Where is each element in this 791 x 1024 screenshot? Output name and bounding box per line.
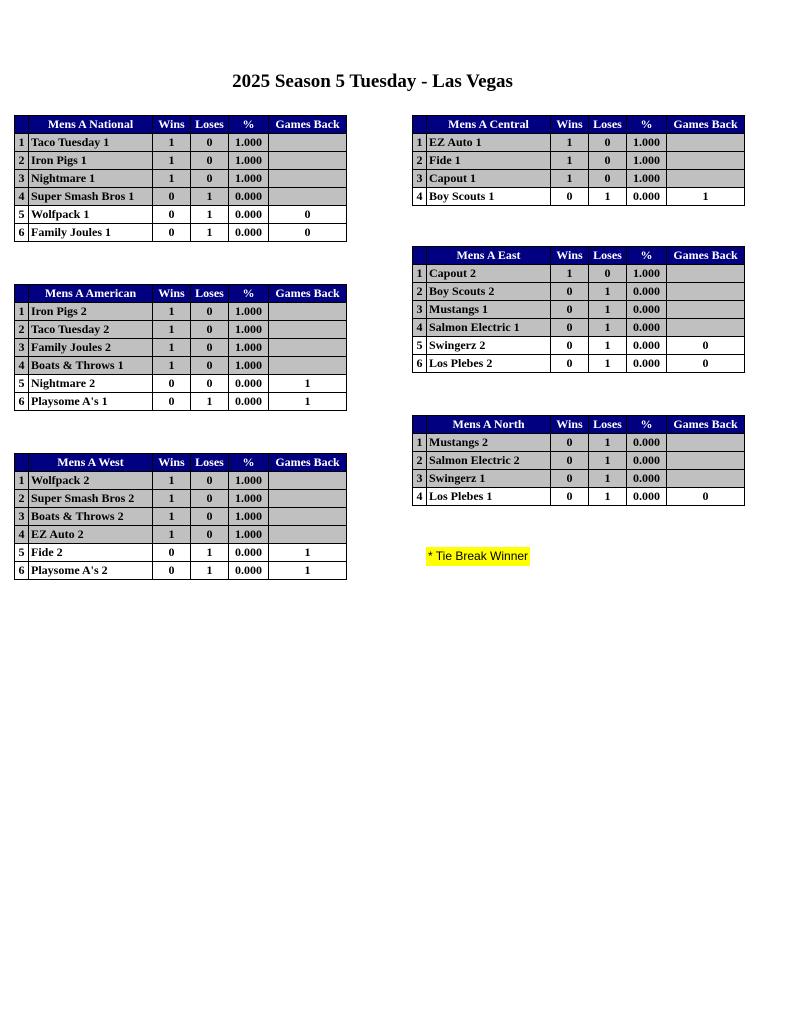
team-name-cell: EZ Auto 2 [29, 526, 153, 544]
wins-cell: 1 [153, 490, 191, 508]
games-back-cell [269, 357, 347, 375]
games-back-cell: 1 [269, 562, 347, 580]
loses-cell: 1 [589, 337, 627, 355]
team-name-cell: Wolfpack 2 [29, 472, 153, 490]
rank-cell: 2 [413, 283, 427, 301]
team-name-cell: Boats & Throws 1 [29, 357, 153, 375]
loses-cell: 1 [589, 355, 627, 373]
table-row [15, 375, 347, 393]
rank-cell: 6 [15, 393, 29, 411]
loses-cell: 0 [589, 134, 627, 152]
table-row [15, 152, 347, 170]
team-name-cell: Iron Pigs 2 [29, 303, 153, 321]
pct-cell: 1.000 [229, 508, 269, 526]
games-back-cell [269, 472, 347, 490]
loses-header: Loses [589, 247, 627, 265]
wins-header: Wins [551, 116, 589, 134]
pct-cell: 1.000 [229, 152, 269, 170]
games-back-cell [269, 526, 347, 544]
pct-cell: 0.000 [627, 319, 667, 337]
table-header-row [413, 116, 745, 134]
rank-cell: 3 [15, 339, 29, 357]
rank-cell: 2 [413, 452, 427, 470]
team-name-cell: Family Joules 2 [29, 339, 153, 357]
table-header-row [413, 247, 745, 265]
team-name-cell: Fide 2 [29, 544, 153, 562]
loses-cell: 1 [589, 301, 627, 319]
loses-header: Loses [191, 285, 229, 303]
division-name: Mens A American [29, 285, 153, 303]
rank-cell: 2 [15, 321, 29, 339]
games-back-cell [269, 339, 347, 357]
rank-header [15, 285, 29, 303]
team-name-cell: Taco Tuesday 1 [29, 134, 153, 152]
table-row [413, 470, 745, 488]
games-back-cell [269, 170, 347, 188]
table-row [15, 393, 347, 411]
pct-cell: 0.000 [229, 393, 269, 411]
games-back-cell [667, 283, 745, 301]
pct-cell: 1.000 [229, 134, 269, 152]
standings-table-mens-a-west [14, 453, 347, 580]
pct-cell: 0.000 [627, 337, 667, 355]
rank-cell: 1 [15, 303, 29, 321]
wins-cell: 1 [153, 472, 191, 490]
team-name-cell: Boy Scouts 2 [427, 283, 551, 301]
games-back-cell: 1 [667, 188, 745, 206]
standings-table-mens-a-east [412, 246, 745, 373]
games-back-cell: 0 [667, 488, 745, 506]
pct-cell: 1.000 [627, 170, 667, 188]
games-back-cell [667, 170, 745, 188]
rank-header [15, 454, 29, 472]
table-row [413, 355, 745, 373]
wins-cell: 1 [153, 526, 191, 544]
pct-cell: 0.000 [229, 375, 269, 393]
pct-cell: 1.000 [229, 339, 269, 357]
rank-cell: 3 [413, 301, 427, 319]
pct-cell: 0.000 [627, 470, 667, 488]
games-back-cell [667, 152, 745, 170]
table-header-row [15, 285, 347, 303]
table-row [413, 152, 745, 170]
table-header-row [15, 454, 347, 472]
wins-cell: 0 [551, 337, 589, 355]
pct-cell: 1.000 [627, 265, 667, 283]
games-back-cell [269, 134, 347, 152]
standings-table-mens-a-central [412, 115, 745, 206]
wins-cell: 1 [153, 357, 191, 375]
pct-cell: 0.000 [627, 434, 667, 452]
table-row [15, 544, 347, 562]
games-back-header: Games Back [269, 454, 347, 472]
pct-cell: 1.000 [229, 321, 269, 339]
loses-cell: 1 [589, 283, 627, 301]
wins-cell: 0 [551, 434, 589, 452]
rank-cell: 2 [413, 152, 427, 170]
pct-cell: 1.000 [229, 357, 269, 375]
loses-cell: 1 [589, 434, 627, 452]
pct-cell: 1.000 [229, 303, 269, 321]
loses-cell: 1 [589, 188, 627, 206]
loses-cell: 0 [589, 152, 627, 170]
loses-cell: 0 [191, 508, 229, 526]
table-row [15, 188, 347, 206]
table-row [413, 134, 745, 152]
loses-cell: 0 [191, 170, 229, 188]
wins-header: Wins [153, 285, 191, 303]
pct-cell: 1.000 [229, 472, 269, 490]
wins-cell: 1 [551, 265, 589, 283]
team-name-cell: Family Joules 1 [29, 224, 153, 242]
pct-header: % [229, 454, 269, 472]
wins-header: Wins [153, 116, 191, 134]
team-name-cell: Super Smash Bros 1 [29, 188, 153, 206]
rank-cell: 5 [15, 206, 29, 224]
table-row [413, 337, 745, 355]
table-header-row [15, 116, 347, 134]
loses-cell: 0 [589, 265, 627, 283]
team-name-cell: Salmon Electric 2 [427, 452, 551, 470]
rank-cell: 4 [15, 188, 29, 206]
games-back-cell: 1 [269, 375, 347, 393]
rank-header [15, 116, 29, 134]
games-back-cell [269, 152, 347, 170]
rank-cell: 1 [413, 134, 427, 152]
rank-cell: 1 [413, 265, 427, 283]
wins-cell: 0 [153, 224, 191, 242]
wins-cell: 0 [551, 283, 589, 301]
games-back-header: Games Back [667, 416, 745, 434]
table-row [15, 303, 347, 321]
division-name: Mens A National [29, 116, 153, 134]
wins-cell: 1 [153, 303, 191, 321]
table-row [15, 339, 347, 357]
team-name-cell: Iron Pigs 1 [29, 152, 153, 170]
table-row [413, 188, 745, 206]
page-title: 2025 Season 5 Tuesday - Las Vegas [232, 71, 513, 92]
loses-cell: 0 [191, 134, 229, 152]
games-back-cell [667, 470, 745, 488]
team-name-cell: Swingerz 1 [427, 470, 551, 488]
pct-cell: 1.000 [627, 134, 667, 152]
loses-cell: 1 [589, 319, 627, 337]
games-back-cell: 0 [667, 355, 745, 373]
rank-cell: 3 [15, 170, 29, 188]
games-back-cell: 0 [667, 337, 745, 355]
standings-table-mens-a-national [14, 115, 347, 242]
team-name-cell: Mustangs 1 [427, 301, 551, 319]
wins-cell: 1 [153, 170, 191, 188]
table-header-row [413, 416, 745, 434]
wins-cell: 0 [153, 206, 191, 224]
loses-cell: 0 [191, 526, 229, 544]
team-name-cell: Capout 1 [427, 170, 551, 188]
games-back-cell [667, 301, 745, 319]
team-name-cell: Super Smash Bros 2 [29, 490, 153, 508]
games-back-cell [667, 265, 745, 283]
loses-cell: 1 [589, 488, 627, 506]
rank-cell: 3 [15, 508, 29, 526]
wins-cell: 0 [153, 375, 191, 393]
table-row [15, 170, 347, 188]
games-back-header: Games Back [269, 116, 347, 134]
pct-cell: 1.000 [229, 490, 269, 508]
team-name-cell: Mustangs 2 [427, 434, 551, 452]
table-row [15, 526, 347, 544]
pct-header: % [229, 285, 269, 303]
rank-header [413, 416, 427, 434]
rank-header [413, 116, 427, 134]
rank-cell: 6 [15, 224, 29, 242]
games-back-cell [667, 452, 745, 470]
wins-cell: 1 [551, 134, 589, 152]
team-name-cell: Playsome A's 2 [29, 562, 153, 580]
pct-header: % [627, 416, 667, 434]
loses-header: Loses [589, 416, 627, 434]
loses-cell: 0 [191, 321, 229, 339]
wins-cell: 0 [551, 319, 589, 337]
rank-cell: 2 [15, 490, 29, 508]
wins-cell: 1 [153, 321, 191, 339]
rank-cell: 6 [15, 562, 29, 580]
wins-cell: 0 [153, 393, 191, 411]
loses-cell: 0 [191, 152, 229, 170]
table-row [15, 490, 347, 508]
standings-table-mens-a-north [412, 415, 745, 506]
table-row [413, 170, 745, 188]
games-back-cell [269, 508, 347, 526]
team-name-cell: Capout 2 [427, 265, 551, 283]
wins-cell: 0 [551, 355, 589, 373]
wins-cell: 0 [153, 562, 191, 580]
division-name: Mens A North [427, 416, 551, 434]
wins-cell: 0 [153, 188, 191, 206]
pct-cell: 0.000 [627, 488, 667, 506]
loses-cell: 1 [191, 206, 229, 224]
games-back-cell: 0 [269, 224, 347, 242]
table-row [15, 562, 347, 580]
games-back-cell: 0 [269, 206, 347, 224]
pct-cell: 1.000 [229, 170, 269, 188]
loses-cell: 1 [589, 452, 627, 470]
loses-header: Loses [589, 116, 627, 134]
rank-cell: 1 [413, 434, 427, 452]
table-row [15, 321, 347, 339]
loses-cell: 0 [191, 472, 229, 490]
loses-header: Loses [191, 116, 229, 134]
rank-cell: 3 [413, 470, 427, 488]
games-back-cell [269, 188, 347, 206]
wins-cell: 1 [153, 134, 191, 152]
wins-cell: 1 [153, 152, 191, 170]
team-name-cell: Salmon Electric 1 [427, 319, 551, 337]
loses-cell: 1 [191, 224, 229, 242]
rank-cell: 5 [15, 375, 29, 393]
pct-header: % [627, 116, 667, 134]
games-back-header: Games Back [667, 116, 745, 134]
pct-cell: 0.000 [627, 355, 667, 373]
rank-cell: 4 [15, 526, 29, 544]
table-row [15, 206, 347, 224]
games-back-cell: 1 [269, 393, 347, 411]
pct-header: % [627, 247, 667, 265]
games-back-header: Games Back [269, 285, 347, 303]
wins-cell: 0 [153, 544, 191, 562]
loses-cell: 1 [191, 393, 229, 411]
table-row [413, 283, 745, 301]
loses-cell: 1 [191, 544, 229, 562]
table-row [15, 224, 347, 242]
standings-table-mens-a-american [14, 284, 347, 411]
pct-cell: 1.000 [229, 526, 269, 544]
pct-cell: 0.000 [627, 188, 667, 206]
wins-cell: 0 [551, 188, 589, 206]
pct-cell: 0.000 [229, 224, 269, 242]
rank-cell: 5 [413, 337, 427, 355]
table-row [15, 357, 347, 375]
pct-cell: 0.000 [229, 188, 269, 206]
games-back-cell [667, 434, 745, 452]
table-row [413, 301, 745, 319]
games-back-header: Games Back [667, 247, 745, 265]
rank-cell: 2 [15, 152, 29, 170]
games-back-cell: 1 [269, 544, 347, 562]
table-row [15, 472, 347, 490]
wins-header: Wins [551, 416, 589, 434]
games-back-cell [269, 303, 347, 321]
games-back-cell [667, 319, 745, 337]
pct-cell: 1.000 [627, 152, 667, 170]
team-name-cell: Boats & Throws 2 [29, 508, 153, 526]
team-name-cell: Boy Scouts 1 [427, 188, 551, 206]
games-back-cell [269, 490, 347, 508]
loses-cell: 0 [191, 490, 229, 508]
games-back-cell [667, 134, 745, 152]
rank-cell: 1 [15, 134, 29, 152]
loses-cell: 0 [191, 339, 229, 357]
loses-cell: 0 [191, 357, 229, 375]
wins-cell: 1 [153, 508, 191, 526]
wins-cell: 0 [551, 470, 589, 488]
loses-cell: 1 [191, 188, 229, 206]
division-name: Mens A Central [427, 116, 551, 134]
team-name-cell: Los Plebes 1 [427, 488, 551, 506]
team-name-cell: Nightmare 1 [29, 170, 153, 188]
rank-header [413, 247, 427, 265]
pct-cell: 0.000 [627, 301, 667, 319]
table-row [413, 452, 745, 470]
pct-cell: 0.000 [229, 544, 269, 562]
tie-break-note: * Tie Break Winner [426, 547, 530, 566]
team-name-cell: Taco Tuesday 2 [29, 321, 153, 339]
loses-cell: 0 [589, 170, 627, 188]
team-name-cell: Fide 1 [427, 152, 551, 170]
rank-cell: 4 [15, 357, 29, 375]
wins-cell: 1 [551, 152, 589, 170]
wins-cell: 1 [153, 339, 191, 357]
wins-cell: 0 [551, 301, 589, 319]
wins-cell: 0 [551, 452, 589, 470]
team-name-cell: EZ Auto 1 [427, 134, 551, 152]
rank-cell: 5 [15, 544, 29, 562]
rank-cell: 4 [413, 188, 427, 206]
loses-cell: 0 [191, 303, 229, 321]
team-name-cell: Wolfpack 1 [29, 206, 153, 224]
pct-cell: 0.000 [229, 206, 269, 224]
division-name: Mens A West [29, 454, 153, 472]
team-name-cell: Los Plebes 2 [427, 355, 551, 373]
loses-header: Loses [191, 454, 229, 472]
pct-cell: 0.000 [627, 452, 667, 470]
rank-cell: 4 [413, 488, 427, 506]
pct-cell: 0.000 [627, 283, 667, 301]
pct-header: % [229, 116, 269, 134]
team-name-cell: Nightmare 2 [29, 375, 153, 393]
table-row [413, 265, 745, 283]
division-name: Mens A East [427, 247, 551, 265]
table-row [413, 488, 745, 506]
wins-header: Wins [551, 247, 589, 265]
games-back-cell [269, 321, 347, 339]
wins-cell: 0 [551, 488, 589, 506]
table-row [15, 134, 347, 152]
team-name-cell: Playsome A's 1 [29, 393, 153, 411]
rank-cell: 1 [15, 472, 29, 490]
pct-cell: 0.000 [229, 562, 269, 580]
loses-cell: 1 [589, 470, 627, 488]
loses-cell: 0 [191, 375, 229, 393]
rank-cell: 6 [413, 355, 427, 373]
table-row [413, 434, 745, 452]
team-name-cell: Swingerz 2 [427, 337, 551, 355]
wins-header: Wins [153, 454, 191, 472]
table-row [413, 319, 745, 337]
loses-cell: 1 [191, 562, 229, 580]
rank-cell: 4 [413, 319, 427, 337]
rank-cell: 3 [413, 170, 427, 188]
table-row [15, 508, 347, 526]
wins-cell: 1 [551, 170, 589, 188]
